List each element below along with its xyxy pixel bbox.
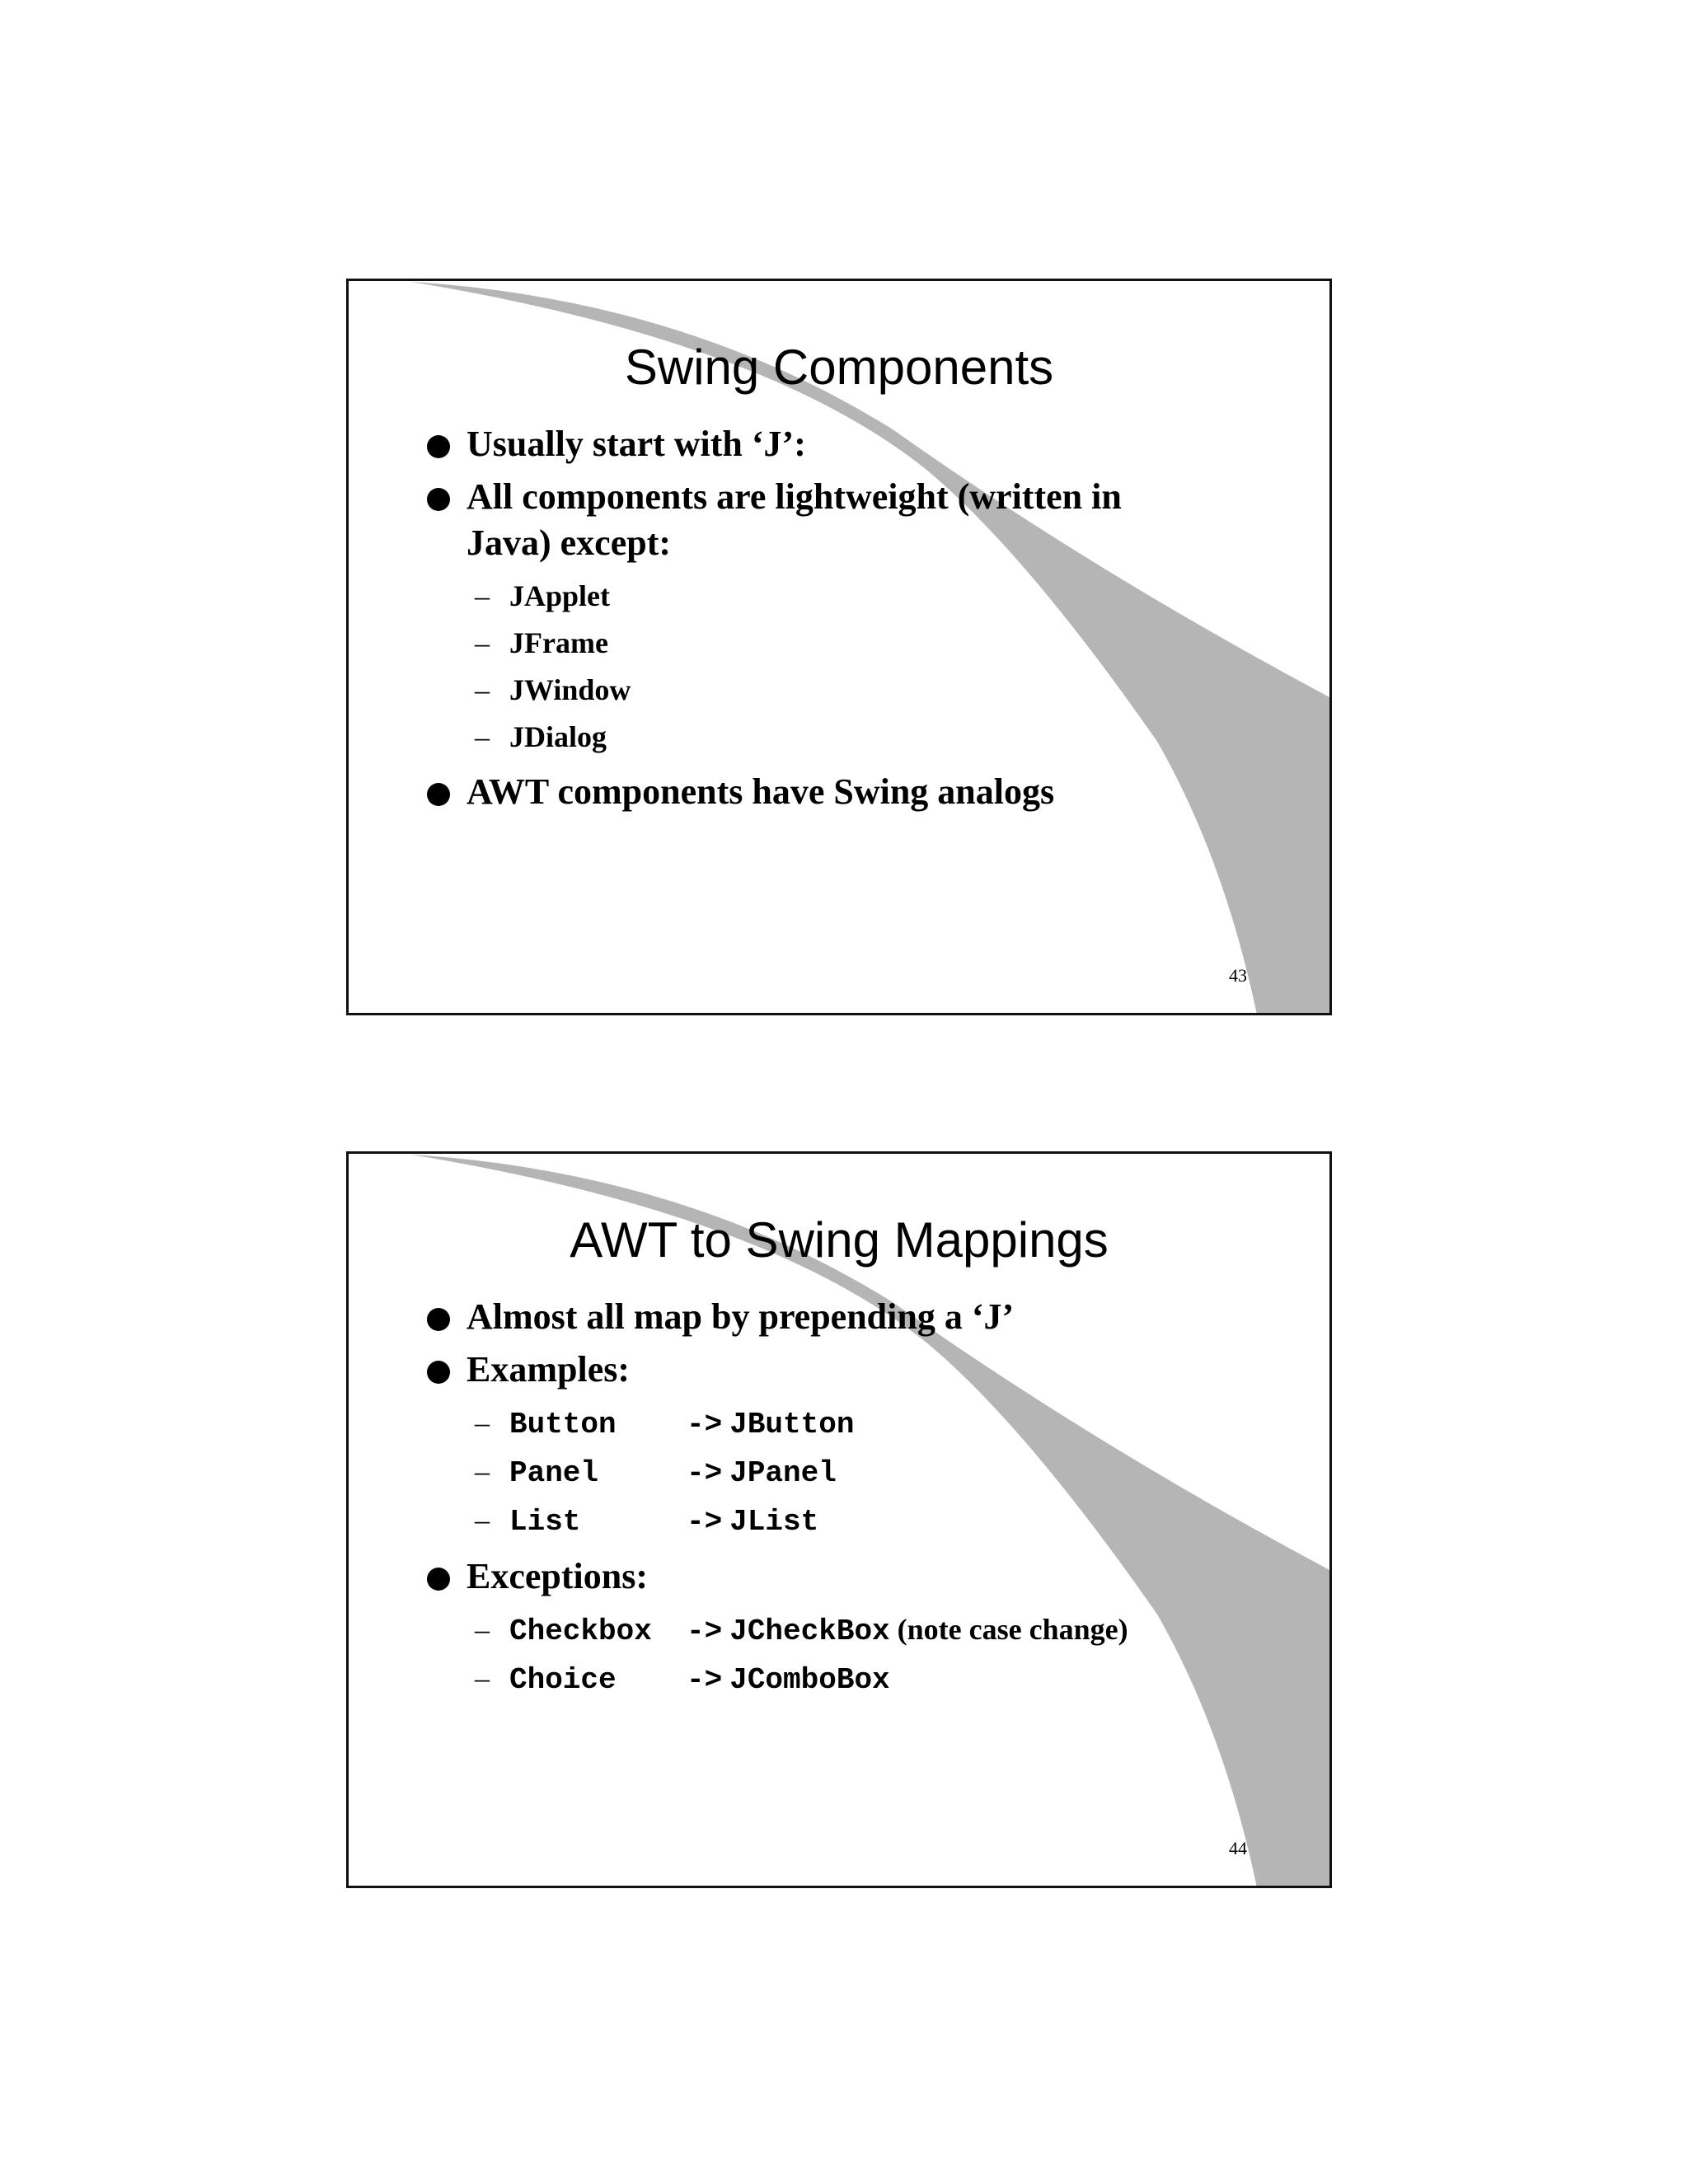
- bullet-list: [427, 1294, 1251, 1712]
- slide-44: [346, 1151, 1332, 1888]
- bullet-text: Almost all map by prepending a ‘J’: [467, 1296, 1015, 1337]
- mapping-list: [427, 1399, 1251, 1545]
- bullet-text: Exceptions:: [467, 1556, 648, 1596]
- dash-icon: –: [475, 1406, 490, 1439]
- bullet-item: [427, 421, 1251, 467]
- swing-class: JPanel: [729, 1456, 837, 1490]
- mapping-list: [427, 1606, 1251, 1704]
- slide-title: AWT to Swing Mappings: [570, 1212, 1109, 1268]
- swing-class: JComboBox: [729, 1663, 890, 1697]
- bullet-text: AWT components have Swing analogs: [467, 771, 1055, 812]
- bullet-item: [427, 474, 1192, 566]
- dash-icon: –: [475, 1661, 490, 1694]
- dash-icon: –: [475, 1455, 490, 1488]
- bullet-text: Examples:: [467, 1349, 630, 1390]
- awt-class: Choice: [509, 1663, 617, 1697]
- slide-title: Swing Components: [624, 340, 1054, 395]
- sub-bullet-text: JDialog: [509, 720, 607, 753]
- page-number: 43: [1229, 965, 1247, 986]
- bullet-dot-icon: [427, 435, 450, 458]
- mapping-item: [427, 1655, 1251, 1704]
- awt-class: Panel: [509, 1456, 599, 1490]
- sub-bullet-text: JFrame: [509, 626, 608, 659]
- swing-class: JList: [729, 1505, 819, 1539]
- bullet-dot-icon: [427, 783, 450, 806]
- sub-bullet-item: [427, 667, 1251, 714]
- swing-class: JButton: [729, 1408, 855, 1441]
- bullet-item: [427, 1347, 1251, 1393]
- arrow-text: ->: [687, 1663, 723, 1697]
- dash-icon: –: [475, 1613, 490, 1646]
- sub-bullet-text: JWindow: [509, 673, 631, 706]
- bullet-text: All components are lightweight (written in Java) except:: [467, 476, 1122, 563]
- mapping-item: [427, 1448, 1251, 1497]
- dash-icon: –: [475, 720, 490, 753]
- awt-class: Checkbox: [509, 1615, 652, 1648]
- slide-43: [346, 279, 1332, 1015]
- bullet-dot-icon: [427, 1361, 450, 1384]
- mapping-item: [427, 1606, 1251, 1655]
- bullet-item: [427, 1294, 1251, 1340]
- sub-bullet-list: [427, 573, 1251, 761]
- mapping-item: [427, 1399, 1251, 1448]
- swing-class: JCheckBox: [729, 1615, 890, 1648]
- bullet-item: [427, 769, 1251, 815]
- bullet-text: Usually start with ‘J’:: [467, 424, 806, 464]
- sub-bullet-item: [427, 714, 1251, 761]
- bullet-list: [427, 421, 1251, 822]
- sub-bullet-text: JApplet: [509, 579, 611, 612]
- mapping-note: (note case change): [897, 1613, 1128, 1646]
- awt-class: List: [509, 1505, 581, 1539]
- dash-icon: –: [475, 1503, 490, 1536]
- bullet-dot-icon: [427, 1568, 450, 1591]
- bullet-dot-icon: [427, 1308, 450, 1331]
- bullet-dot-icon: [427, 488, 450, 511]
- dash-icon: –: [475, 673, 490, 706]
- arrow-text: ->: [687, 1456, 723, 1490]
- sub-bullet-item: [427, 573, 1251, 620]
- bullet-item: [427, 1554, 1251, 1600]
- mapping-item: [427, 1497, 1251, 1545]
- dash-icon: –: [475, 626, 490, 659]
- page-number: 44: [1229, 1838, 1247, 1858]
- awt-class: Button: [509, 1408, 617, 1441]
- arrow-text: ->: [687, 1505, 723, 1539]
- arrow-text: ->: [687, 1615, 723, 1648]
- sub-bullet-item: [427, 620, 1251, 667]
- arrow-text: ->: [687, 1408, 723, 1441]
- dash-icon: –: [475, 579, 490, 612]
